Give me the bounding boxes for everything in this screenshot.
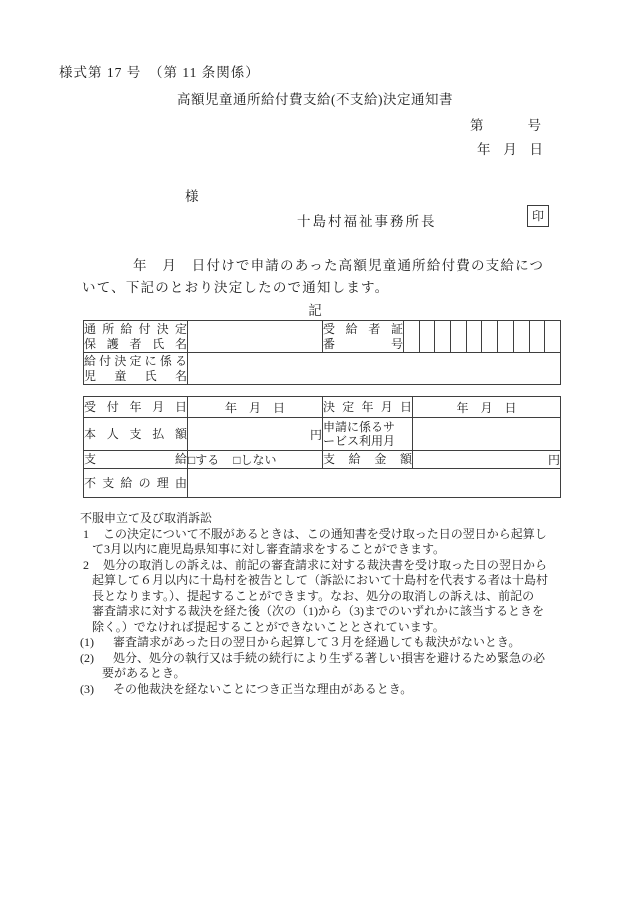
body-paragraph-line1: 年 月 日付けで申請のあった高額児童通所給付費の支給につ <box>133 258 545 273</box>
cert-number-digit-cell <box>545 321 561 353</box>
recipient-cert-label-line1: 受給者証 <box>323 322 403 336</box>
self-payment-label-cell <box>84 418 188 451</box>
appeal-notice-heading: 不服申立て及び取消訴訟 <box>80 511 213 525</box>
notice-item-2-text: 除く。）でなければ提起することができないこととされています。 <box>92 619 445 634</box>
notice-item-2-text: 長となります。）、提起することができます。なお、処分の取消しの訴えは、前記の <box>92 588 535 603</box>
self-payment-value-cell: 円 <box>188 418 323 451</box>
section-marker: 記 <box>308 303 322 318</box>
notice-subitem-3-number: (3) <box>80 681 94 696</box>
decision-date-label: 決定年月日 <box>323 399 412 414</box>
notice-item-2 <box>80 558 558 574</box>
cert-number-digit-cell <box>529 321 545 353</box>
notice-subitem-2-text: 要があるとき。 <box>102 666 186 680</box>
date-year-label: 年 <box>477 142 491 157</box>
doc-number-suffix: 号 <box>527 118 541 133</box>
date-day-label: 日 <box>529 142 543 157</box>
child-name-label-cell <box>84 353 188 385</box>
nonpayment-reason-label-cell <box>84 469 188 498</box>
notice-item-1-text: この決定について不服があるときは、この通知書を受け取った日の翌日から起算し <box>103 526 547 541</box>
seal-box: 印 <box>527 205 549 227</box>
payment-amount-value-cell: 円 <box>413 451 561 469</box>
cert-number-digit-cell <box>482 321 498 353</box>
recipient-honorific: 様 <box>185 189 199 204</box>
notice-subitem-2-number: (2) <box>80 650 94 665</box>
service-month-value-cell <box>413 418 561 451</box>
date-month-label: 月 <box>503 142 517 157</box>
checkbox-no-pay-label: しない <box>240 453 277 467</box>
child-name-value-cell <box>188 353 561 385</box>
form-number: 様式第 17 号 （第 11 条関係） <box>59 65 260 80</box>
doc-number-line <box>470 114 541 134</box>
doc-number-prefix: 第 <box>470 118 484 133</box>
decision-table <box>83 396 561 498</box>
reception-date-label: 受付年月日 <box>84 399 187 414</box>
body-paragraph-line2: いて、下記のとおり決定したので通知します。 <box>82 280 390 295</box>
service-month-label-cell <box>323 418 413 451</box>
recipient-cert-number-label-cell <box>323 321 404 353</box>
decision-date-label-cell <box>323 397 413 418</box>
notice-subitem-3-text: その他裁決を経ないことにつき正当な理由があるとき。 <box>113 681 413 696</box>
page-title: 高額児童通所給付費支給(不支給)決定通知書 <box>177 92 453 107</box>
child-name-label-line1: 給付決定に係る <box>84 354 187 368</box>
notice-item-2-text: 審査請求に対する裁決を経た後（次の（1)から（3)までのいずれかに該当するときを <box>92 604 544 618</box>
notice-subitem-2-text: 処分、処分の執行又は手続の続行により生ずる著しい損害を避けるため緊急の必 <box>113 650 546 665</box>
cert-number-digit-cell <box>466 321 482 353</box>
checkbox-pay <box>188 451 219 468</box>
reception-date-label-cell <box>84 397 188 418</box>
cert-number-digit-cell <box>419 321 435 353</box>
recipient-cert-label-line2: 番号 <box>323 336 403 351</box>
guardian-name-label-line1: 通所給付決定 <box>84 322 187 336</box>
notice-subitem-1-text: 審査請求があった日の翌日から起算して３月を経過しても裁決がないとき。 <box>113 635 521 649</box>
reception-date-value-cell: 年 月 日 <box>188 397 323 418</box>
payment-amount-label: 支給金額 <box>323 452 412 467</box>
notice-subitem-3 <box>80 682 558 698</box>
payment-decision-label-cell <box>84 451 188 469</box>
notice-subitem-1-number: (1) <box>80 635 94 649</box>
notice-item-1-text: て3月以内に鹿児島県知事に対し審査請求をすることができます。 <box>92 542 446 556</box>
notice-item-2-text: 起算して６月以内に十島村を被告として（訴訟において十島村を代表する者は十島村 <box>92 573 549 587</box>
service-month-label-line1: 申請に係るサ <box>323 419 396 434</box>
notice-item-2-text: 処分の取消しの訴えは、前記の審査請求に対する裁決書を受け取った日の翌日から <box>103 557 548 572</box>
decision-date-value-cell: 年 月 日 <box>413 397 561 418</box>
self-payment-label: 本人支払額 <box>84 426 187 441</box>
checkbox-pay-label: する <box>195 453 220 467</box>
payment-amount-label-cell <box>323 451 413 469</box>
nonpayment-reason-value-cell <box>188 469 561 498</box>
notice-subitem-1 <box>80 635 558 651</box>
cert-number-digit-cell <box>404 321 420 353</box>
cert-number-digit-cell <box>435 321 451 353</box>
beneficiary-table <box>83 320 561 385</box>
payment-decision-label: 支給 <box>84 452 187 467</box>
notice-subitem-2 <box>80 651 558 667</box>
nonpayment-reason-label: 不支給の理由 <box>84 475 187 490</box>
checkbox-icon: □ <box>188 453 196 467</box>
child-name-label-line2: 児童氏名 <box>84 368 187 383</box>
notice-item-2-number: 2 <box>83 557 89 572</box>
cert-number-digit-cell <box>451 321 467 353</box>
guardian-name-value-cell <box>188 321 323 353</box>
checkbox-icon: □ <box>233 453 241 467</box>
date-line <box>477 138 543 158</box>
issuer-title: 十島村福祉事務所長 <box>297 214 437 229</box>
appeal-notice <box>80 511 558 697</box>
guardian-name-label-cell <box>84 321 188 353</box>
cert-number-digit-cell <box>513 321 529 353</box>
checkbox-no-pay <box>233 451 276 468</box>
payment-decision-options-cell <box>188 451 323 469</box>
notice-item-1 <box>80 527 558 543</box>
service-month-label-line2: ービス利用月 <box>323 434 396 448</box>
guardian-name-label-line2: 保護者氏名 <box>84 336 187 351</box>
notice-item-1-number: 1 <box>83 526 89 541</box>
cert-number-digit-cell <box>498 321 514 353</box>
